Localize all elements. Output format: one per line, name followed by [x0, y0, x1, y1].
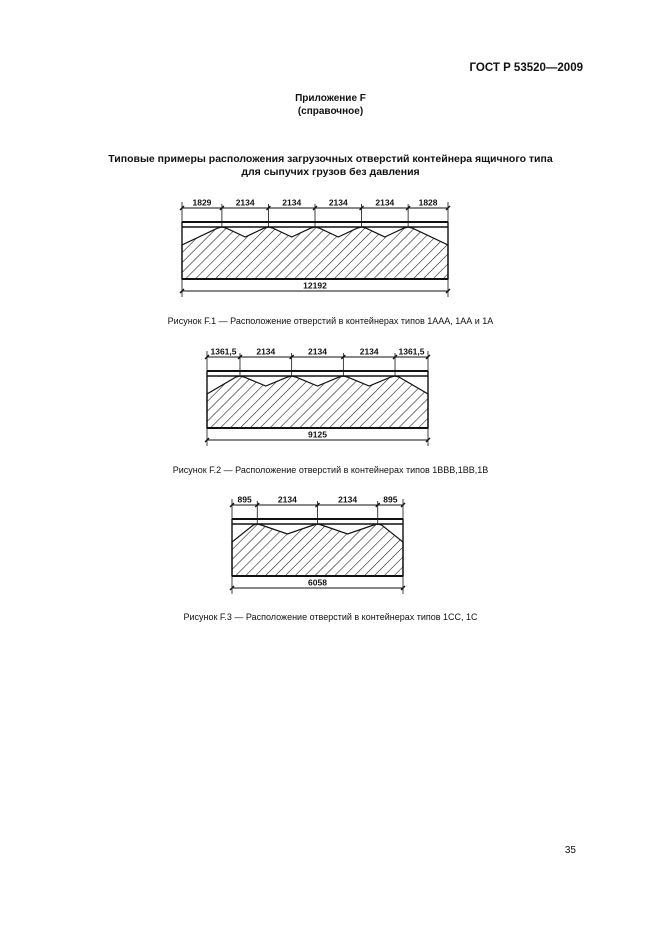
segment-dimension-label: 2134 — [277, 494, 297, 505]
segment-dimension-label: 2134 — [359, 346, 379, 357]
segment-dimension-label: 2134 — [328, 197, 348, 208]
segment-dimension-label: 2134 — [256, 346, 276, 357]
segment-dimension-label: 1829 — [192, 197, 212, 208]
figure-f3-diagram — [220, 492, 415, 602]
figure-f1-caption: Рисунок F.1 — Расположение отверстий в контейнерах типов 1ААА, 1АА и 1А — [167, 316, 494, 326]
annex-note: (справочное) — [297, 106, 364, 117]
bulk-cargo-fill — [207, 376, 428, 428]
figure-f2-diagram — [195, 344, 440, 454]
total-length-label: 9125 — [308, 429, 327, 440]
figure-f3-caption: Рисунок F.3 — Расположение отверстий в контейнерах типов 1СС, 1С — [183, 612, 478, 622]
total-length-label: 6058 — [308, 577, 327, 588]
segment-dimension-label: 895 — [237, 494, 252, 505]
segment-dimension-label: 2134 — [375, 197, 395, 208]
section-title — [0, 153, 661, 179]
segment-dimension-label: 1361,5 — [398, 346, 425, 357]
segment-dimension-label: 2134 — [308, 346, 327, 357]
page-number: 35 — [564, 845, 576, 856]
annex-title: Приложение F — [295, 93, 366, 104]
figure-f2-caption: Рисунок F.2 — Расположение отверстий в контейнерах типов 1ВВВ,1ВВ,1В — [172, 465, 489, 475]
section-title-line1: Типовые примеры расположения загрузочных отверстий контейнера ящичного типа — [108, 153, 553, 165]
segment-dimension-label: 1361,5 — [210, 346, 237, 357]
segment-dimension-label: 895 — [383, 494, 398, 505]
document-code: ГОСТ Р 53520—2009 — [469, 62, 583, 74]
annex-heading — [0, 92, 661, 118]
bulk-cargo-fill — [232, 524, 403, 576]
segment-dimension-label: 2134 — [338, 494, 358, 505]
segment-dimension-label: 1828 — [418, 197, 438, 208]
bulk-cargo-fill — [182, 227, 448, 279]
segment-dimension-label: 2134 — [235, 197, 255, 208]
total-length-label: 12192 — [303, 280, 327, 291]
figure-f1-diagram — [170, 195, 460, 305]
section-title-line2: для сыпучих грузов без давления — [241, 166, 420, 178]
segment-dimension-label: 2134 — [282, 197, 302, 208]
